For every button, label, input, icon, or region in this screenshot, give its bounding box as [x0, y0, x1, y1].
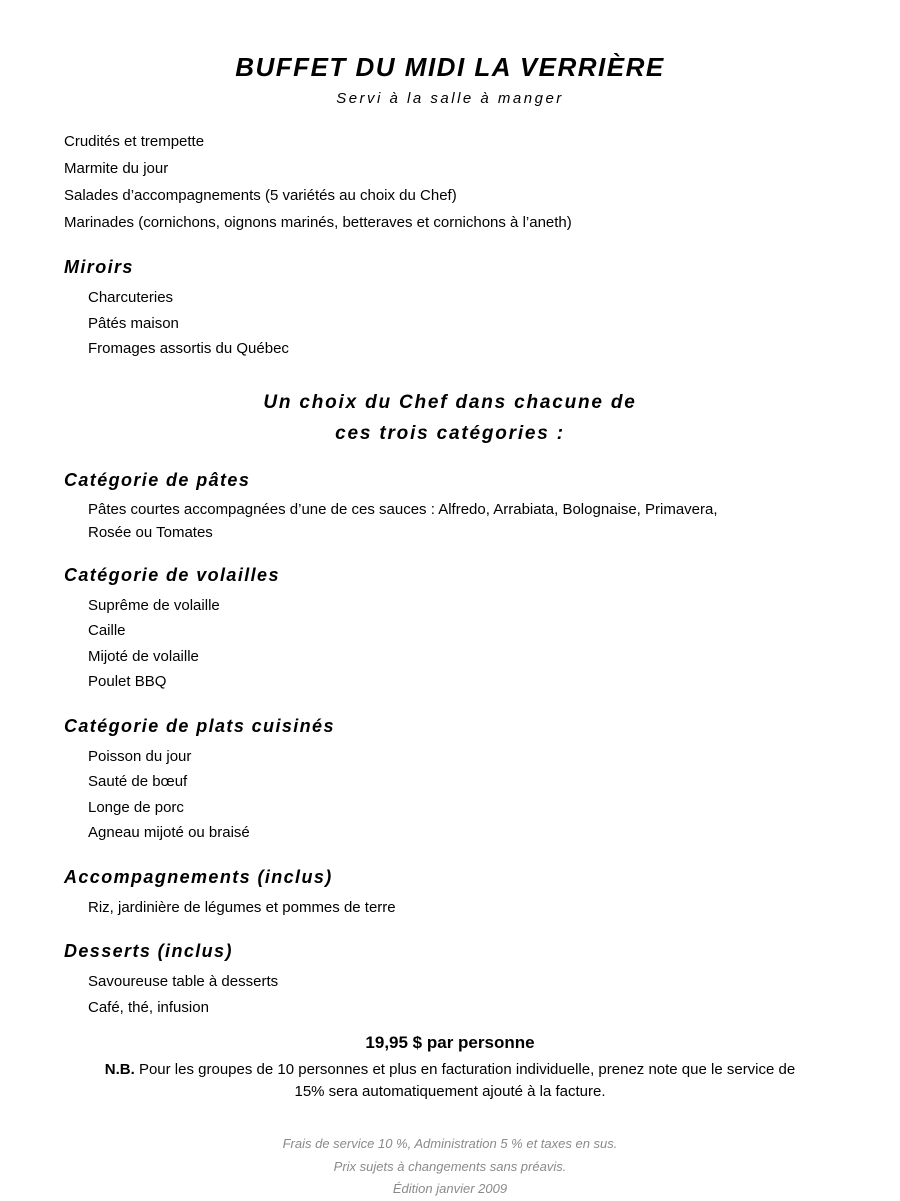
menu-item: Sauté de bœuf: [88, 773, 188, 790]
menu-item: Salades d’accompagnements (5 variétés au choix du Chef): [64, 187, 457, 204]
miroirs-items: [64, 285, 836, 362]
footer-notes: [64, 1133, 836, 1201]
footer-price-change-line: Prix sujets à changements sans préavis.: [333, 1158, 567, 1174]
plats-items: [64, 744, 836, 846]
menu-item: Suprême de volaille: [88, 596, 220, 614]
section-heading-plats-cuisines: Catégorie de plats cuisinés: [64, 715, 335, 736]
section-heading-miroirs: Miroirs: [64, 257, 134, 277]
desserts-items: [64, 969, 836, 1020]
chef-choice-note-line1: Un choix du Chef dans chacune de: [263, 391, 637, 413]
menu-item: Savoureuse table à desserts: [88, 973, 279, 990]
menu-item: Fromages assortis du Québec: [88, 340, 289, 357]
volailles-items: [64, 593, 836, 695]
menu-item: Longe de porc: [88, 798, 184, 816]
menu-item: Crudités et trempette: [64, 133, 205, 150]
menu-item: Marinades (cornichons, oignons marinés, betteraves et cornichons à l’aneth): [64, 214, 572, 231]
menu-item: Poulet BBQ: [88, 673, 167, 690]
menu-item: Charcuteries: [88, 289, 174, 306]
menu-item: Caille: [88, 622, 126, 639]
menu-item: Poisson du jour: [88, 747, 192, 765]
footer-edition-line: Édition janvier 2009: [392, 1181, 508, 1196]
price-per-person: 19,95 $ par personne: [365, 1033, 535, 1052]
pates-description: Pâtes courtes accompagnées d’une de ces sauces : Alfredo, Arrabiata, Bolognaise, Primavera, Rosée ou Tomates: [88, 500, 718, 541]
nb-label: N.B.: [104, 1061, 135, 1078]
section-heading-desserts: Desserts (inclus): [64, 941, 233, 961]
page-title: BUFFET DU MIDI LA VERRIÈRE: [235, 52, 665, 82]
menu-item: Pâtés maison: [88, 314, 179, 332]
footer-service-fees-line: Frais de service 10 %, Administration 5 % et taxes en sus.: [282, 1136, 618, 1151]
menu-item: Marmite du jour: [64, 160, 169, 177]
accompagnements-items: [64, 895, 836, 921]
nb-note: [93, 1059, 808, 1103]
page-subtitle: Servi à la salle à manger: [336, 90, 564, 107]
chef-choice-note-line2: ces trois catégories :: [335, 422, 565, 444]
chef-choice-note: [64, 387, 836, 449]
intro-list: [64, 128, 836, 236]
nb-text: Pour les groupes de 10 personnes et plus en facturation individuelle, prenez note que le service de 15% sera automatiquement ajouté à la facture.: [138, 1061, 796, 1100]
menu-item: Riz, jardinière de légumes et pommes de terre: [88, 898, 396, 916]
section-heading-accompagnements: Accompagnements (inclus): [64, 866, 333, 887]
menu-item: Agneau mijoté ou braisé: [88, 824, 250, 841]
section-heading-volailles: Catégorie de volailles: [64, 564, 280, 585]
section-heading-pates: Catégorie de pâtes: [64, 469, 251, 490]
menu-item: Mijoté de volaille: [88, 647, 199, 665]
menu-item: Café, thé, infusion: [88, 998, 209, 1016]
